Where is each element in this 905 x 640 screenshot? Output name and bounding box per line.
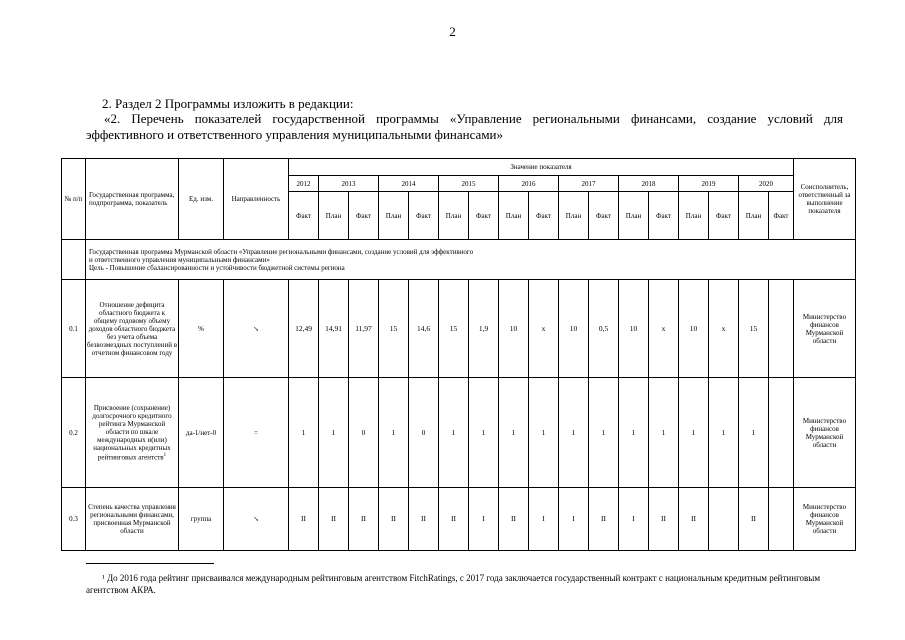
- kind-header: Факт: [469, 192, 499, 240]
- value-cell: 1: [469, 378, 499, 488]
- value-cell: II: [589, 488, 619, 551]
- value-cell: II: [439, 488, 469, 551]
- value-cell: 15: [739, 280, 769, 378]
- value-cell: 11,97: [349, 280, 379, 378]
- page-number: 2: [449, 24, 456, 39]
- kind-header: План: [439, 192, 469, 240]
- year-header: 2019: [679, 176, 739, 192]
- row-responsible: Министерство финансов Мурманской области: [794, 378, 856, 488]
- value-cell: 1: [619, 378, 649, 488]
- value-cell: 1: [529, 378, 559, 488]
- value-cell: 1: [439, 378, 469, 488]
- program-goal: Цель - Повышение сбалансированности и устойчивости бюджетной системы региона: [89, 263, 345, 272]
- row-num: 0.2: [62, 378, 86, 488]
- program-row: [86, 240, 856, 280]
- header-num: № п/п: [62, 159, 86, 240]
- value-cell: 14,91: [319, 280, 349, 378]
- value-cell: 1: [319, 378, 349, 488]
- year-header: 2012: [289, 176, 319, 192]
- value-cell: [769, 378, 794, 488]
- row-name: Отношение дефицита областного бюджета к общему годовому объему доходов областного бюджета без учета объема безвозмездных поступлений в отчетном финансовом году: [86, 280, 179, 378]
- header-responsible: Соисполнитель, ответственный за выполнение показателя: [794, 159, 856, 240]
- footnote: ¹ До 2016 года рейтинг присваивался международным рейтинговым агентством FitchRatings, с 2017 года заключается государственный контракт с национальным кредитным рейтинговым агентством АКРА.: [86, 573, 821, 595]
- year-header: 2013: [319, 176, 379, 192]
- value-cell: 1,9: [469, 280, 499, 378]
- value-cell: I: [559, 488, 589, 551]
- value-cell: 15: [379, 280, 409, 378]
- header-value: Значение показателя: [289, 159, 794, 176]
- year-header: 2017: [559, 176, 619, 192]
- value-cell: II: [349, 488, 379, 551]
- value-cell: 12,49: [289, 280, 319, 378]
- row-direction: ↘: [224, 280, 289, 378]
- value-cell: II: [739, 488, 769, 551]
- indicators-table: [61, 158, 856, 551]
- row-name: Степень качества управления региональными финансами, присвоенная Мурманской области: [86, 488, 179, 551]
- kind-header: Факт: [769, 192, 794, 240]
- value-cell: 10: [559, 280, 589, 378]
- value-cell: 1: [709, 378, 739, 488]
- header-unit: Ед. изм.: [179, 159, 224, 240]
- kind-header: Факт: [289, 192, 319, 240]
- kind-header: План: [619, 192, 649, 240]
- table-row: [62, 378, 856, 488]
- kind-header: План: [679, 192, 709, 240]
- program-title-line2: и ответственного управления муниципальными финансами»: [89, 255, 270, 264]
- value-cell: 1: [589, 378, 619, 488]
- value-cell: 1: [379, 378, 409, 488]
- value-cell: II: [289, 488, 319, 551]
- row-unit: %: [179, 280, 224, 378]
- value-cell: II: [499, 488, 529, 551]
- value-cell: 10: [499, 280, 529, 378]
- header-direction: Направленность: [224, 159, 289, 240]
- value-cell: 1: [649, 378, 679, 488]
- kind-header: План: [739, 192, 769, 240]
- year-header: 2015: [439, 176, 499, 192]
- kind-header: План: [559, 192, 589, 240]
- value-cell: II: [679, 488, 709, 551]
- row-num: 0.1: [62, 280, 86, 378]
- kind-header: Факт: [349, 192, 379, 240]
- header-name: Государственная программа, подпрограмма, показатель: [86, 159, 179, 240]
- program-title-line1: Государственная программа Мурманской области «Управление региональными финансами, создание условий для эффективного: [89, 247, 474, 256]
- row-name: [86, 378, 179, 488]
- table-row: [62, 280, 856, 378]
- value-cell: I: [469, 488, 499, 551]
- row-name-text: Присвоение (сохранение) долгосрочного кредитного рейтинга Мурманской области по шкале международных и(или) национальных кредитных рейтинговых агентств: [92, 403, 172, 462]
- value-cell: 1: [289, 378, 319, 488]
- kind-header: Факт: [649, 192, 679, 240]
- value-cell: 1: [739, 378, 769, 488]
- value-cell: II: [379, 488, 409, 551]
- value-cell: 0: [349, 378, 379, 488]
- year-header: 2020: [739, 176, 794, 192]
- value-cell: [709, 488, 739, 551]
- kind-header: План: [379, 192, 409, 240]
- value-cell: 0,5: [589, 280, 619, 378]
- row-responsible: Министерство финансов Мурманской области: [794, 488, 856, 551]
- value-cell: 10: [619, 280, 649, 378]
- year-header: 2018: [619, 176, 679, 192]
- value-cell: x: [709, 280, 739, 378]
- value-cell: II: [409, 488, 439, 551]
- value-cell: 10: [679, 280, 709, 378]
- value-cell: [769, 488, 794, 551]
- row-responsible: Министерство финансов Мурманской области: [794, 280, 856, 378]
- value-cell: 1: [679, 378, 709, 488]
- value-cell: 14,6: [409, 280, 439, 378]
- footnote-mark: 1: [163, 452, 167, 458]
- kind-header: Факт: [709, 192, 739, 240]
- value-cell: x: [529, 280, 559, 378]
- value-cell: 1: [559, 378, 589, 488]
- value-cell: II: [319, 488, 349, 551]
- value-cell: 0: [409, 378, 439, 488]
- kind-header: Факт: [409, 192, 439, 240]
- indicator-list-title: «2. Перечень показателей государственной программы «Управление региональными финансами, создание условий для эффективного и ответственного управления муниципальными финансами»: [86, 111, 843, 142]
- year-header: 2014: [379, 176, 439, 192]
- value-cell: 1: [499, 378, 529, 488]
- value-cell: 15: [439, 280, 469, 378]
- row-unit: да-1/нет-0: [179, 378, 224, 488]
- footnote-separator: [86, 563, 214, 564]
- table-row: [62, 488, 856, 551]
- kind-header: План: [319, 192, 349, 240]
- row-direction: ↘: [224, 488, 289, 551]
- kind-header: Факт: [529, 192, 559, 240]
- kind-header: Факт: [589, 192, 619, 240]
- value-cell: [769, 280, 794, 378]
- year-header: 2016: [499, 176, 559, 192]
- row-unit: группа: [179, 488, 224, 551]
- value-cell: I: [619, 488, 649, 551]
- value-cell: II: [649, 488, 679, 551]
- section-heading: 2. Раздел 2 Программы изложить в редакции:: [102, 96, 354, 111]
- value-cell: x: [649, 280, 679, 378]
- kind-header: План: [499, 192, 529, 240]
- row-direction: =: [224, 378, 289, 488]
- value-cell: I: [529, 488, 559, 551]
- row-num: 0.3: [62, 488, 86, 551]
